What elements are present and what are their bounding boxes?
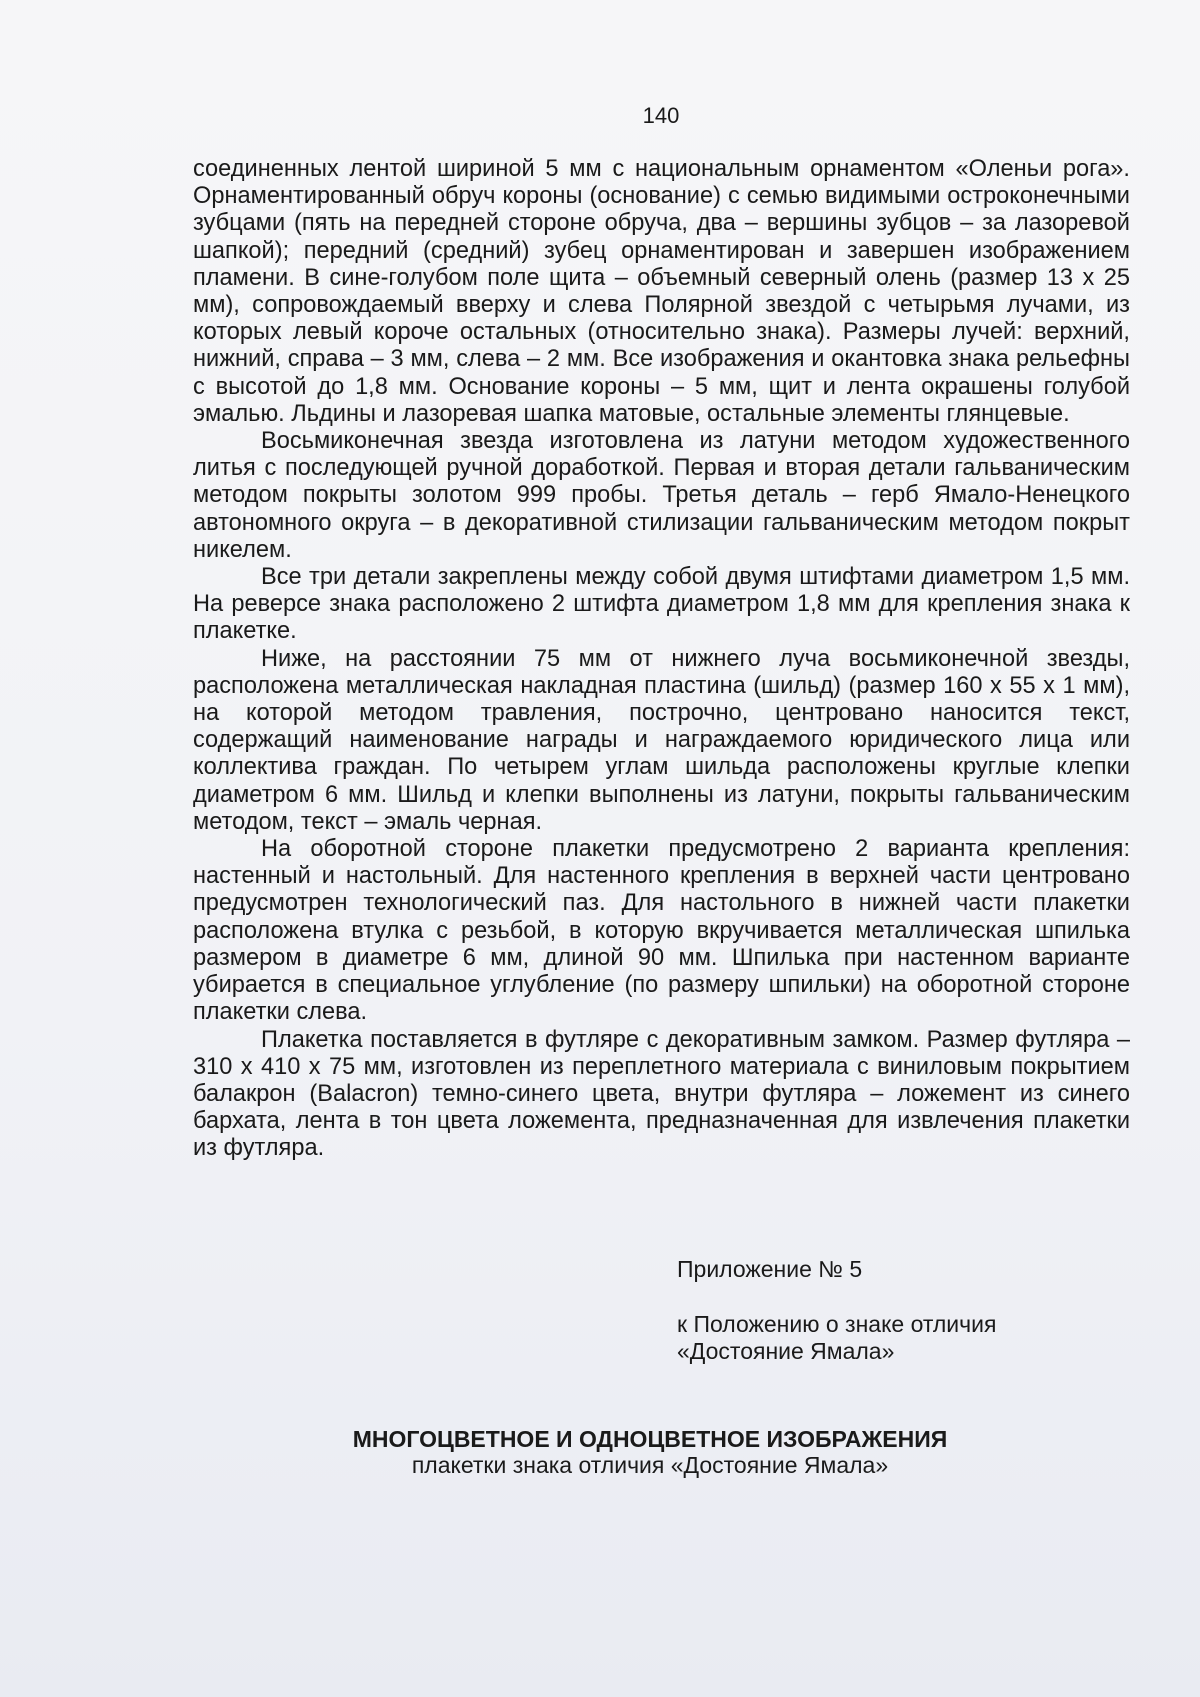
appendix-number: Приложение № 5 <box>677 1256 863 1282</box>
paragraph: Ниже, на расстоянии 75 мм от нижнего луча восьмиконечной звезды, расположена металлическая накладная пластина (шильд) (размер 160 х 55 х 1 мм), на которой методом травления, построчно, центровано наносится текст, содержащий наименование награды и награждаемого юридического лица или коллектива граждан. По четырем углам шильда расположены круглые клепки диаметром 6 мм. Шильд и клепки выполнены из латуни, покрыты гальваническим методом, текст – эмаль черная. <box>193 645 1130 835</box>
section-subtitle: плакетки знака отличия «Достояние Ямала» <box>411 1452 889 1478</box>
paragraph: На оборотной стороне плакетки предусмотрено 2 варианта крепления: настенный и настольный. Для настенного крепления в верхней части центровано предусмотрен технологический паз. Для настольного в нижней части плакетки расположена втулка с резьбой, в которую вкручивается металлическая шпилька размером в диаметре 6 мм, длиной 90 мм. Шпилька при настенном варианте убирается в специальное углубление (по размеру шпильки) на оборотной стороне плакетки слева. <box>193 836 1130 1026</box>
paragraph: Плакетка поставляется в футляре с декоративным замком. Размер футляра – 310 х 410 х 75 мм, изготовлен из переплетного материала с виниловым покрытием балакрон (Balacron) темно-синего цвета, внутри футляра – ложемент из синего бархата, лента в тон цвета ложемента, предназначенная для извлечения плакетки из футляра. <box>193 1026 1130 1162</box>
paragraph: Все три детали закреплены между собой двумя штифтами диаметром 1,5 мм. На реверсе знака расположено 2 штифта диаметром 1,8 мм для крепления знака к плакетке. <box>193 564 1130 645</box>
appendix-note <box>677 1256 996 1365</box>
appendix-reference-line: «Достояние Ямала» <box>677 1338 895 1364</box>
body-text <box>193 156 1130 1163</box>
section-title: МНОГОЦВЕТНОЕ И ОДНОЦВЕТНОЕ ИЗОБРАЖЕНИЯ <box>352 1426 948 1452</box>
appendix-reference-line: к Положению о знаке отличия <box>677 1311 997 1337</box>
page-number: 140 <box>642 103 680 128</box>
paragraph: Восьмиконечная звезда изготовлена из латуни методом художественного литья с последующей ручной доработкой. Первая и вторая детали гальваническим методом покрыты золотом 999 пробы. Третья деталь – герб Ямало-Ненецкого автономного округа – в декоративной стилизации гальваническим методом покрыт никелем. <box>193 428 1130 563</box>
paragraph: соединенных лентой шириной 5 мм с национальным орнаментом «Оленьи рога». Орнаментированный обруч короны (основание) с семью видимыми остроконечными зубцами (пять на передней стороне обруча, два – вершины зубцов – за лазоревой шапкой); передний (средний) зубец орнаментирован и завершен изображением пламени. В сине-голубом поле щита – объемный северный олень (размер 13 х 25 мм), сопровождаемый вверху и слева Полярной звездой с четырьмя лучами, из которых левый короче остальных (относительно знака). Размеры лучей: верхний, нижний, справа – 3 мм, слева – 2 мм. Все изображения и окантовка знака рельефны с высотой до 1,8 мм. Основание короны – 5 мм, щит и лента окрашены голубой эмалью. Льдины и лазоревая шапка матовые, остальные элементы глянцевые. <box>193 156 1130 427</box>
